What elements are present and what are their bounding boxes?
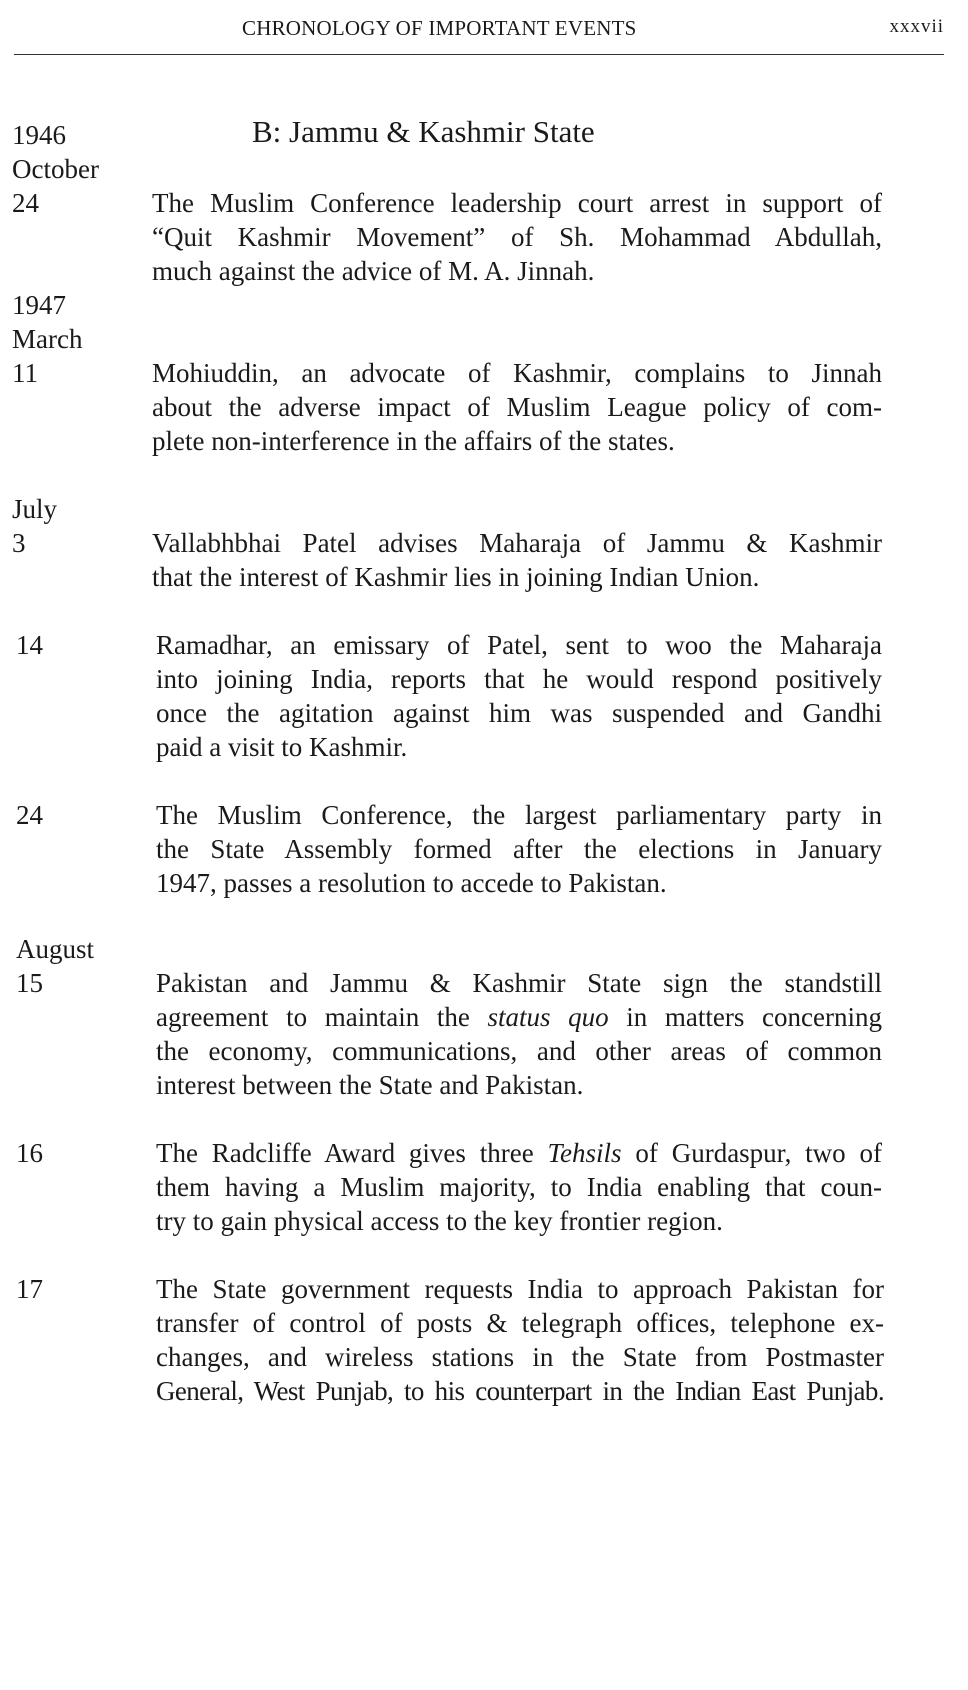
entry-line: that the interest of Kashmir lies in joining Indian Union. bbox=[152, 562, 760, 592]
entry-line: The Muslim Conference leadership court arrest in support of bbox=[152, 188, 882, 218]
entry-line: try to gain physical access to the key frontier region. bbox=[156, 1206, 723, 1236]
entry-line bbox=[156, 1000, 882, 1034]
entry-text-run: in matters concerning bbox=[608, 1002, 882, 1032]
entry-1946-10-24 bbox=[152, 186, 882, 288]
month-august: August bbox=[16, 934, 95, 964]
entry-line: “Quit Kashmir Movement” of Sh. Mohammad Abdullah, bbox=[152, 222, 882, 252]
entry-line: the State Assembly formed after the elections in January bbox=[156, 834, 882, 864]
entry-line: the economy, communications, and other areas of common bbox=[156, 1036, 882, 1066]
running-head bbox=[14, 14, 944, 55]
entry-line: Vallabhbhai Patel advises Maharaja of Jammu & Kashmir bbox=[152, 528, 882, 558]
day-16-august: 16 bbox=[16, 1138, 43, 1168]
year-1946: 1946 bbox=[12, 120, 66, 150]
entry-line: them having a Muslim majority, to India enabling that coun- bbox=[156, 1172, 882, 1202]
entry-line bbox=[156, 1136, 882, 1170]
entry-line: General, West Punjab, to his counterpart in the Indian East Punjab. bbox=[156, 1376, 884, 1406]
entry-1947-07-14 bbox=[156, 628, 882, 764]
entry-line: The State government requests India to approach Pakistan for bbox=[156, 1274, 884, 1304]
entry-1947-08-16 bbox=[156, 1136, 882, 1238]
italic-term-status-quo: status quo bbox=[487, 1002, 609, 1032]
day-17-august: 17 bbox=[16, 1274, 43, 1304]
entry-line: changes, and wireless stations in the State from Postmaster bbox=[156, 1342, 884, 1372]
entry-line: much against the advice of M. A. Jinnah. bbox=[152, 256, 595, 286]
entry-line: transfer of control of posts & telegraph offices, telephone ex- bbox=[156, 1308, 884, 1338]
month-october: October bbox=[12, 154, 99, 184]
entry-line: paid a visit to Kashmir. bbox=[156, 732, 408, 762]
entry-1947-07-24 bbox=[156, 798, 882, 900]
entry-text-run: The Radcliffe Award gives three bbox=[156, 1138, 548, 1168]
entry-line: Pakistan and Jammu & Kashmir State sign the standstill bbox=[156, 968, 882, 998]
entry-line: 1947, passes a resolution to accede to Pakistan. bbox=[156, 868, 667, 898]
entry-line: about the adverse impact of Muslim League policy of com- bbox=[152, 392, 882, 422]
day-24-july: 24 bbox=[16, 800, 43, 830]
entry-1947-08-17 bbox=[156, 1272, 884, 1408]
entry-text-run: agreement to maintain the bbox=[156, 1002, 488, 1032]
day-15-august: 15 bbox=[16, 968, 43, 998]
month-july: July bbox=[12, 494, 58, 524]
entry-line: The Muslim Conference, the largest parliamentary party in bbox=[156, 800, 882, 830]
year-1947: 1947 bbox=[12, 290, 66, 320]
italic-term-tehsils: Tehsils bbox=[547, 1138, 622, 1168]
day-14-july: 14 bbox=[16, 630, 43, 660]
page-number: xxxvii bbox=[889, 16, 944, 37]
running-title: CHRONOLOGY OF IMPORTANT EVENTS bbox=[242, 16, 637, 40]
entry-line: Mohiuddin, an advocate of Kashmir, complains to Jinnah bbox=[152, 358, 882, 388]
entry-1947-08-15 bbox=[156, 966, 882, 1102]
day-3-july: 3 bbox=[12, 528, 26, 558]
entry-line: plete non-interference in the affairs of the states. bbox=[152, 426, 675, 456]
month-march: March bbox=[12, 324, 83, 354]
entry-1947-03-11 bbox=[152, 356, 882, 458]
section-heading: B: Jammu & Kashmir State bbox=[252, 114, 595, 149]
day-11-march: 11 bbox=[12, 358, 38, 388]
entry-line: into joining India, reports that he would respond positively bbox=[156, 664, 882, 694]
entry-line: interest between the State and Pakistan. bbox=[156, 1070, 584, 1100]
entry-line: once the agitation against him was suspended and Gandhi bbox=[156, 698, 882, 728]
entry-line: Ramadhar, an emissary of Patel, sent to woo the Maharaja bbox=[156, 630, 882, 660]
entry-1947-07-03 bbox=[152, 526, 882, 594]
entry-text-run: of Gurdaspur, two of bbox=[621, 1138, 882, 1168]
day-24-october: 24 bbox=[12, 188, 39, 218]
